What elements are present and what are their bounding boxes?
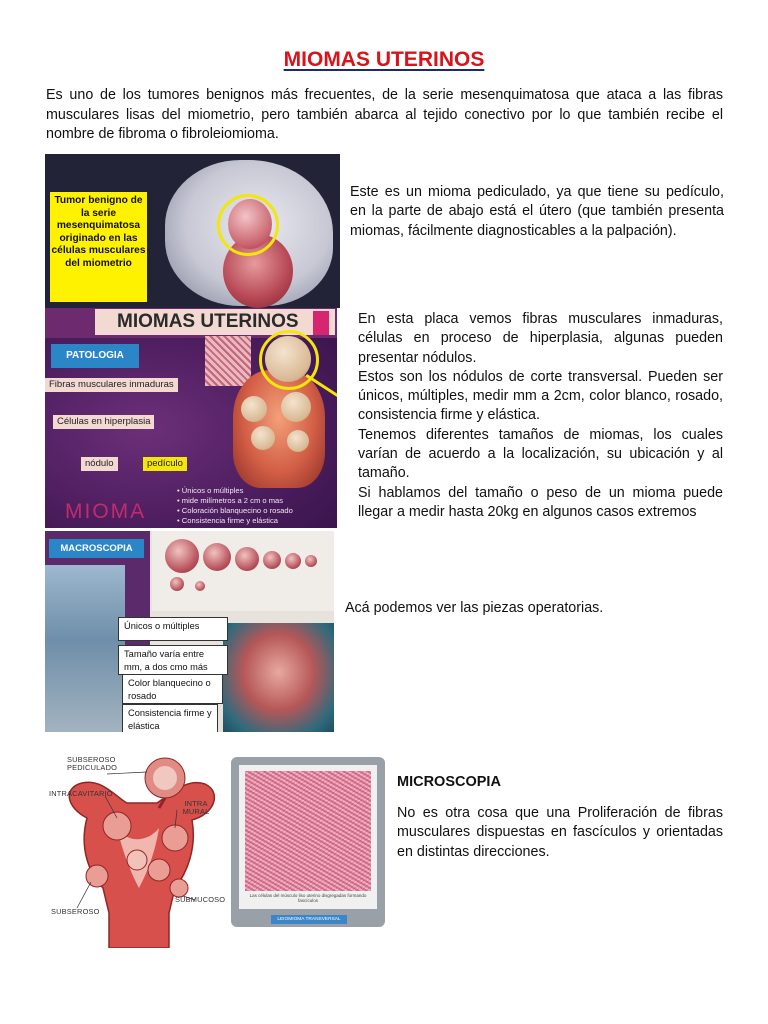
specimen — [195, 581, 205, 591]
label-subseroso-pediculado: SUBSEROSO PEDICULADO — [67, 755, 118, 772]
label-intracavitario: INTRACAVITARIO — [49, 789, 113, 798]
histology-texture — [245, 771, 371, 891]
operation-photo — [223, 623, 334, 732]
tag-fibers: Fibras musculares inmaduras — [45, 378, 178, 392]
macroscopy-photos — [45, 531, 334, 732]
pathology-slide — [45, 308, 337, 528]
myoma-node — [287, 430, 309, 452]
myoma-node — [281, 392, 311, 422]
microscopy-image — [231, 757, 385, 927]
info-box: Únicos o múltiples — [118, 617, 228, 641]
myoma-node — [251, 426, 275, 450]
tag-pedicle: pedículo — [143, 457, 187, 471]
slide-title-bar: LEIOMIOMA TRANSVERSAL — [271, 915, 347, 924]
pedunculated-description: Este es un mioma pediculado, ya que tiene su pedículo, en la parte de abajo está el útero (que también presenta miomas, fácilmente diagnosticables a la palpación). — [350, 184, 724, 239]
specimen — [305, 555, 317, 567]
pathology-description — [358, 310, 723, 522]
specimen — [235, 547, 259, 571]
mioma-word: MIOMA — [65, 500, 147, 523]
microscopia-text: No es otra cosa que una Proliferación de fibras musculares dispuestas en fascículos y orientadas en distintas direcciones. — [397, 805, 723, 860]
definition-box: Tumor benigno de la serie mesenquimatosa originado en las células musculares del miometrio — [50, 192, 147, 302]
uterus-diagram-svg — [47, 748, 227, 948]
specimen — [165, 539, 199, 573]
paragraph: Estos son los nódulos de corte transversal. Pueden ser únicos, múltiples, medir mm a 2cm, color blanco, rosado, consistencia firme y elástica. — [358, 368, 723, 424]
bullet-item: • Coloración blanquecino o rosado — [177, 506, 293, 515]
page-title: MIOMAS UTERINOS — [283, 48, 485, 71]
info-box: Color blanquecino o rosado — [122, 674, 223, 704]
intro-paragraph: Es uno de los tumores benignos más frecuentes, de la serie mesenquimatosa que ataca a las fibras musculares lisas del miometrio, pero también abarca al tejido conectivo por lo que también recibe el nombre de fibroma o fibroleiomioma. — [46, 87, 723, 142]
histology-thumbnail — [205, 336, 251, 386]
characteristics-list — [177, 486, 335, 528]
pedunculated-myoma-photo — [45, 154, 340, 308]
operative-pieces-text: Acá podemos ver las piezas operatorias. — [345, 600, 604, 616]
macroscopia-label: MACROSCOPIA — [49, 539, 144, 558]
specimen — [170, 577, 184, 591]
myoma-node — [241, 396, 267, 422]
specimen — [203, 543, 231, 571]
accent-bar — [313, 311, 329, 335]
label-subseroso: SUBSEROSO — [51, 907, 100, 916]
microscopia-heading: MICROSCOPIA — [397, 774, 501, 790]
info-box: Tamaño varía entre mm, a dos cmo más — [118, 645, 228, 675]
paragraph: Tenemos diferentes tamaños de miomas, los cuales varían de acuerdo a la localización, su ubicación y al tamaño. — [358, 426, 723, 482]
patologia-label: PATOLOGIA — [51, 344, 139, 368]
label-submucoso: SUBMUCOSO — [175, 895, 226, 904]
myoma-location-diagram — [47, 748, 227, 948]
slide-caption: Las células del músculo liso uterino disgregadas formando fascículos — [249, 893, 367, 903]
bullet-item: • Únicos o múltiples — [177, 486, 244, 495]
paragraph: En esta placa vemos fibras musculares inmaduras, células en proceso de hiperplasia, algunas pueden presentar nódulos. — [358, 311, 723, 366]
bullet-item: • Consistencia firme y elástica — [177, 516, 279, 525]
surgeon-photo — [45, 565, 125, 732]
slide-frame — [239, 765, 377, 909]
paragraph: Si hablamos del tamaño o peso de un mioma puede llegar a medir hasta 20kg en algunos casos extremos — [358, 484, 723, 520]
bullet-item: • mide milímetros a 2 cm o mas — [177, 496, 284, 505]
specimen — [263, 551, 281, 569]
highlight-circle — [259, 330, 319, 390]
tag-nodule: nódulo — [81, 457, 118, 471]
specimen — [285, 553, 301, 569]
slide-heading: MIOMAS UTERINOS — [95, 309, 335, 335]
tag-hyperplasia: Células en hiperplasia — [53, 415, 154, 429]
label-intramural: INTRA MURAL — [182, 799, 210, 816]
highlight-circle — [217, 194, 279, 256]
info-box: Consistencia firme y elástica — [122, 704, 218, 732]
